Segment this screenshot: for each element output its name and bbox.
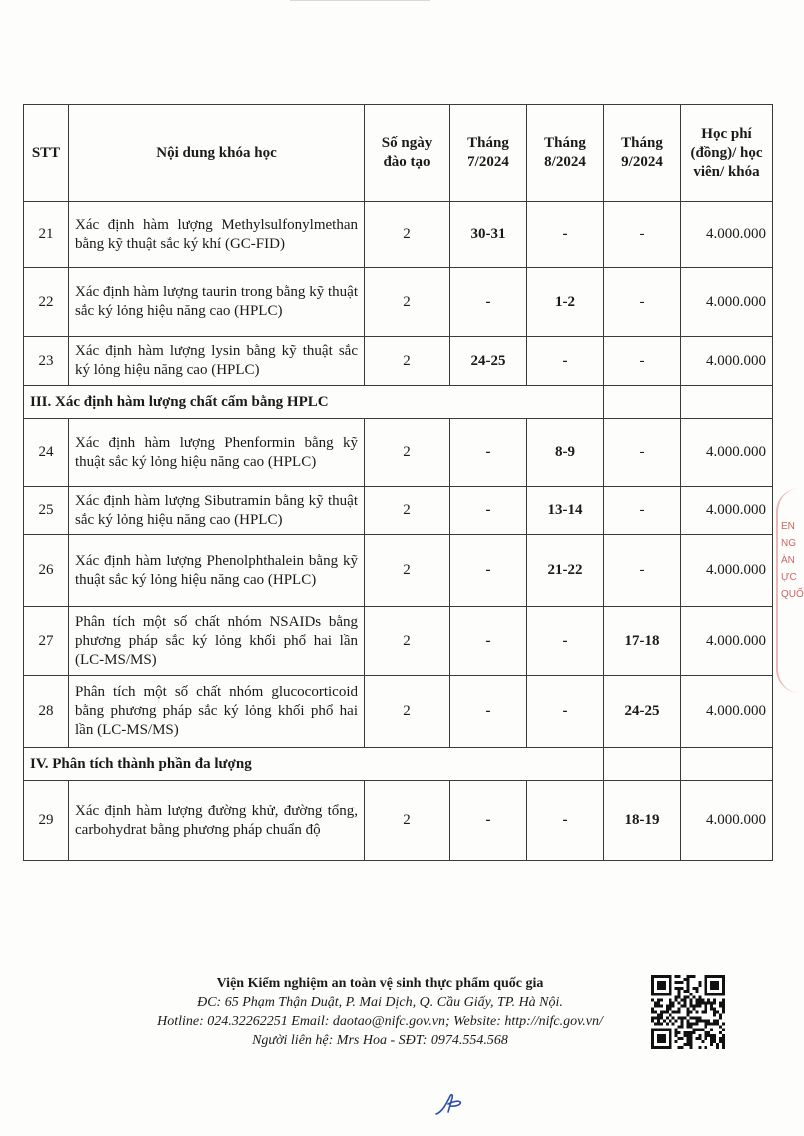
header-stt: STT bbox=[24, 105, 69, 202]
red-seal-stamp bbox=[776, 488, 804, 693]
footer-organization: Viện Kiểm nghiệm an toàn vệ sinh thực phẩm quốc gia bbox=[216, 976, 544, 991]
table-row bbox=[24, 419, 773, 487]
table-row bbox=[24, 202, 773, 268]
row-days: 2 bbox=[365, 337, 450, 386]
row-days: 2 bbox=[365, 202, 450, 268]
table-row bbox=[24, 337, 773, 386]
row-fee: 4.000.000 bbox=[681, 419, 773, 487]
row-fee: 4.000.000 bbox=[681, 535, 773, 607]
row-month-8: - bbox=[527, 607, 604, 676]
row-stt: 26 bbox=[24, 535, 69, 607]
stamp-line: ÀN bbox=[781, 555, 795, 566]
table-row bbox=[24, 676, 773, 748]
row-month-8: - bbox=[527, 337, 604, 386]
section-title: III. Xác định hàm lượng chất cấm bằng HPLC bbox=[24, 386, 604, 419]
row-stt: 21 bbox=[24, 202, 69, 268]
row-course-name: Phân tích một số chất nhóm NSAIDs bằng phương pháp sắc ký lỏng khối phổ hai lần (LC-MS/MS) bbox=[69, 607, 365, 676]
row-fee: 4.000.000 bbox=[681, 268, 773, 337]
section-row bbox=[24, 386, 773, 419]
stamp-line: QUỐ bbox=[781, 589, 804, 600]
header-fee: Học phí (đồng)/ học viên/ khóa bbox=[681, 105, 773, 202]
row-fee: 4.000.000 bbox=[681, 607, 773, 676]
table-row bbox=[24, 607, 773, 676]
signature-mark bbox=[430, 1090, 470, 1118]
row-month-9: 17-18 bbox=[604, 607, 681, 676]
section-blank-cell bbox=[681, 748, 773, 781]
row-fee: 4.000.000 bbox=[681, 781, 773, 861]
row-course-name: Phân tích một số chất nhóm glucocorticoid bằng phương pháp sắc ký lỏng khối phổ hai lần (LC-MS/MS) bbox=[69, 676, 365, 748]
row-fee: 4.000.000 bbox=[681, 676, 773, 748]
footer-hotline: Hotline: 024.32262251 Email: daotao@nifc.gov.vn; Website: http://nifc.gov.vn/ bbox=[157, 1014, 603, 1029]
section-blank-cell bbox=[604, 386, 681, 419]
section-row bbox=[24, 748, 773, 781]
row-course-name: Xác định hàm lượng Methylsulfonylmethan bằng kỹ thuật sắc ký khí (GC-FID) bbox=[69, 202, 365, 268]
row-month-9: - bbox=[604, 419, 681, 487]
row-stt: 28 bbox=[24, 676, 69, 748]
row-stt: 27 bbox=[24, 607, 69, 676]
row-month-9: - bbox=[604, 268, 681, 337]
row-course-name: Xác định hàm lượng Phenolphthalein bằng kỹ thuật sắc ký lỏng hiệu năng cao (HPLC) bbox=[69, 535, 365, 607]
footer-contact bbox=[140, 974, 620, 1050]
table-row bbox=[24, 268, 773, 337]
row-stt: 25 bbox=[24, 487, 69, 535]
row-month-7: 24-25 bbox=[450, 337, 527, 386]
row-days: 2 bbox=[365, 676, 450, 748]
header-month-8: Tháng 8/2024 bbox=[527, 105, 604, 202]
row-days: 2 bbox=[365, 781, 450, 861]
row-month-8: - bbox=[527, 781, 604, 861]
row-month-9: 24-25 bbox=[604, 676, 681, 748]
stamp-line: ỰC bbox=[781, 572, 797, 583]
row-month-9: - bbox=[604, 337, 681, 386]
row-month-7: - bbox=[450, 268, 527, 337]
table-row bbox=[24, 487, 773, 535]
row-days: 2 bbox=[365, 535, 450, 607]
row-month-9: 18-19 bbox=[604, 781, 681, 861]
row-month-8: 13-14 bbox=[527, 487, 604, 535]
row-month-7: - bbox=[450, 419, 527, 487]
row-days: 2 bbox=[365, 268, 450, 337]
header-month-7: Tháng 7/2024 bbox=[450, 105, 527, 202]
row-month-9: - bbox=[604, 202, 681, 268]
row-fee: 4.000.000 bbox=[681, 487, 773, 535]
table-row bbox=[24, 535, 773, 607]
row-month-8: - bbox=[527, 676, 604, 748]
row-course-name: Xác định hàm lượng Sibutramin bằng kỹ thuật sắc ký lỏng hiệu năng cao (HPLC) bbox=[69, 487, 365, 535]
footer-contact-person: Người liên hệ: Mrs Hoa - SĐT: 0974.554.568 bbox=[252, 1033, 508, 1048]
row-course-name: Xác định hàm lượng Phenformin bằng kỹ thuật sắc ký lỏng hiệu năng cao (HPLC) bbox=[69, 419, 365, 487]
row-days: 2 bbox=[365, 419, 450, 487]
row-month-8: 8-9 bbox=[527, 419, 604, 487]
row-month-7: - bbox=[450, 781, 527, 861]
stamp-line: EN bbox=[781, 521, 795, 532]
row-stt: 24 bbox=[24, 419, 69, 487]
table-row bbox=[24, 781, 773, 861]
row-month-7: 30-31 bbox=[450, 202, 527, 268]
stamp-line: NG bbox=[781, 538, 796, 549]
row-days: 2 bbox=[365, 607, 450, 676]
row-month-8: - bbox=[527, 202, 604, 268]
row-month-8: 1-2 bbox=[527, 268, 604, 337]
row-month-7: - bbox=[450, 607, 527, 676]
row-month-7: - bbox=[450, 676, 527, 748]
row-course-name: Xác định hàm lượng lysin bằng kỹ thuật sắc ký lỏng hiệu năng cao (HPLC) bbox=[69, 337, 365, 386]
row-month-9: - bbox=[604, 535, 681, 607]
row-fee: 4.000.000 bbox=[681, 337, 773, 386]
qr-code-icon bbox=[651, 975, 725, 1049]
scan-edge-mark bbox=[290, 0, 430, 7]
footer-address: ĐC: 65 Phạm Thận Duật, P. Mai Dịch, Q. Cầu Giấy, TP. Hà Nội. bbox=[197, 995, 563, 1010]
row-month-7: - bbox=[450, 487, 527, 535]
section-blank-cell bbox=[681, 386, 773, 419]
row-month-8: 21-22 bbox=[527, 535, 604, 607]
section-title: IV. Phân tích thành phần đa lượng bbox=[24, 748, 604, 781]
row-month-7: - bbox=[450, 535, 527, 607]
row-course-name: Xác định hàm lượng đường khử, đường tổng, carbohydrat bằng phương pháp chuẩn độ bbox=[69, 781, 365, 861]
header-month-9: Tháng 9/2024 bbox=[604, 105, 681, 202]
section-blank-cell bbox=[604, 748, 681, 781]
row-stt: 23 bbox=[24, 337, 69, 386]
table-header-row bbox=[24, 105, 773, 202]
header-course-content: Nội dung khóa học bbox=[69, 105, 365, 202]
row-days: 2 bbox=[365, 487, 450, 535]
header-training-days: Số ngày đào tạo bbox=[365, 105, 450, 202]
row-fee: 4.000.000 bbox=[681, 202, 773, 268]
row-course-name: Xác định hàm lượng taurin trong bằng kỹ thuật sắc ký lỏng hiệu năng cao (HPLC) bbox=[69, 268, 365, 337]
row-month-9: - bbox=[604, 487, 681, 535]
row-stt: 29 bbox=[24, 781, 69, 861]
row-stt: 22 bbox=[24, 268, 69, 337]
course-schedule-table bbox=[23, 104, 773, 861]
